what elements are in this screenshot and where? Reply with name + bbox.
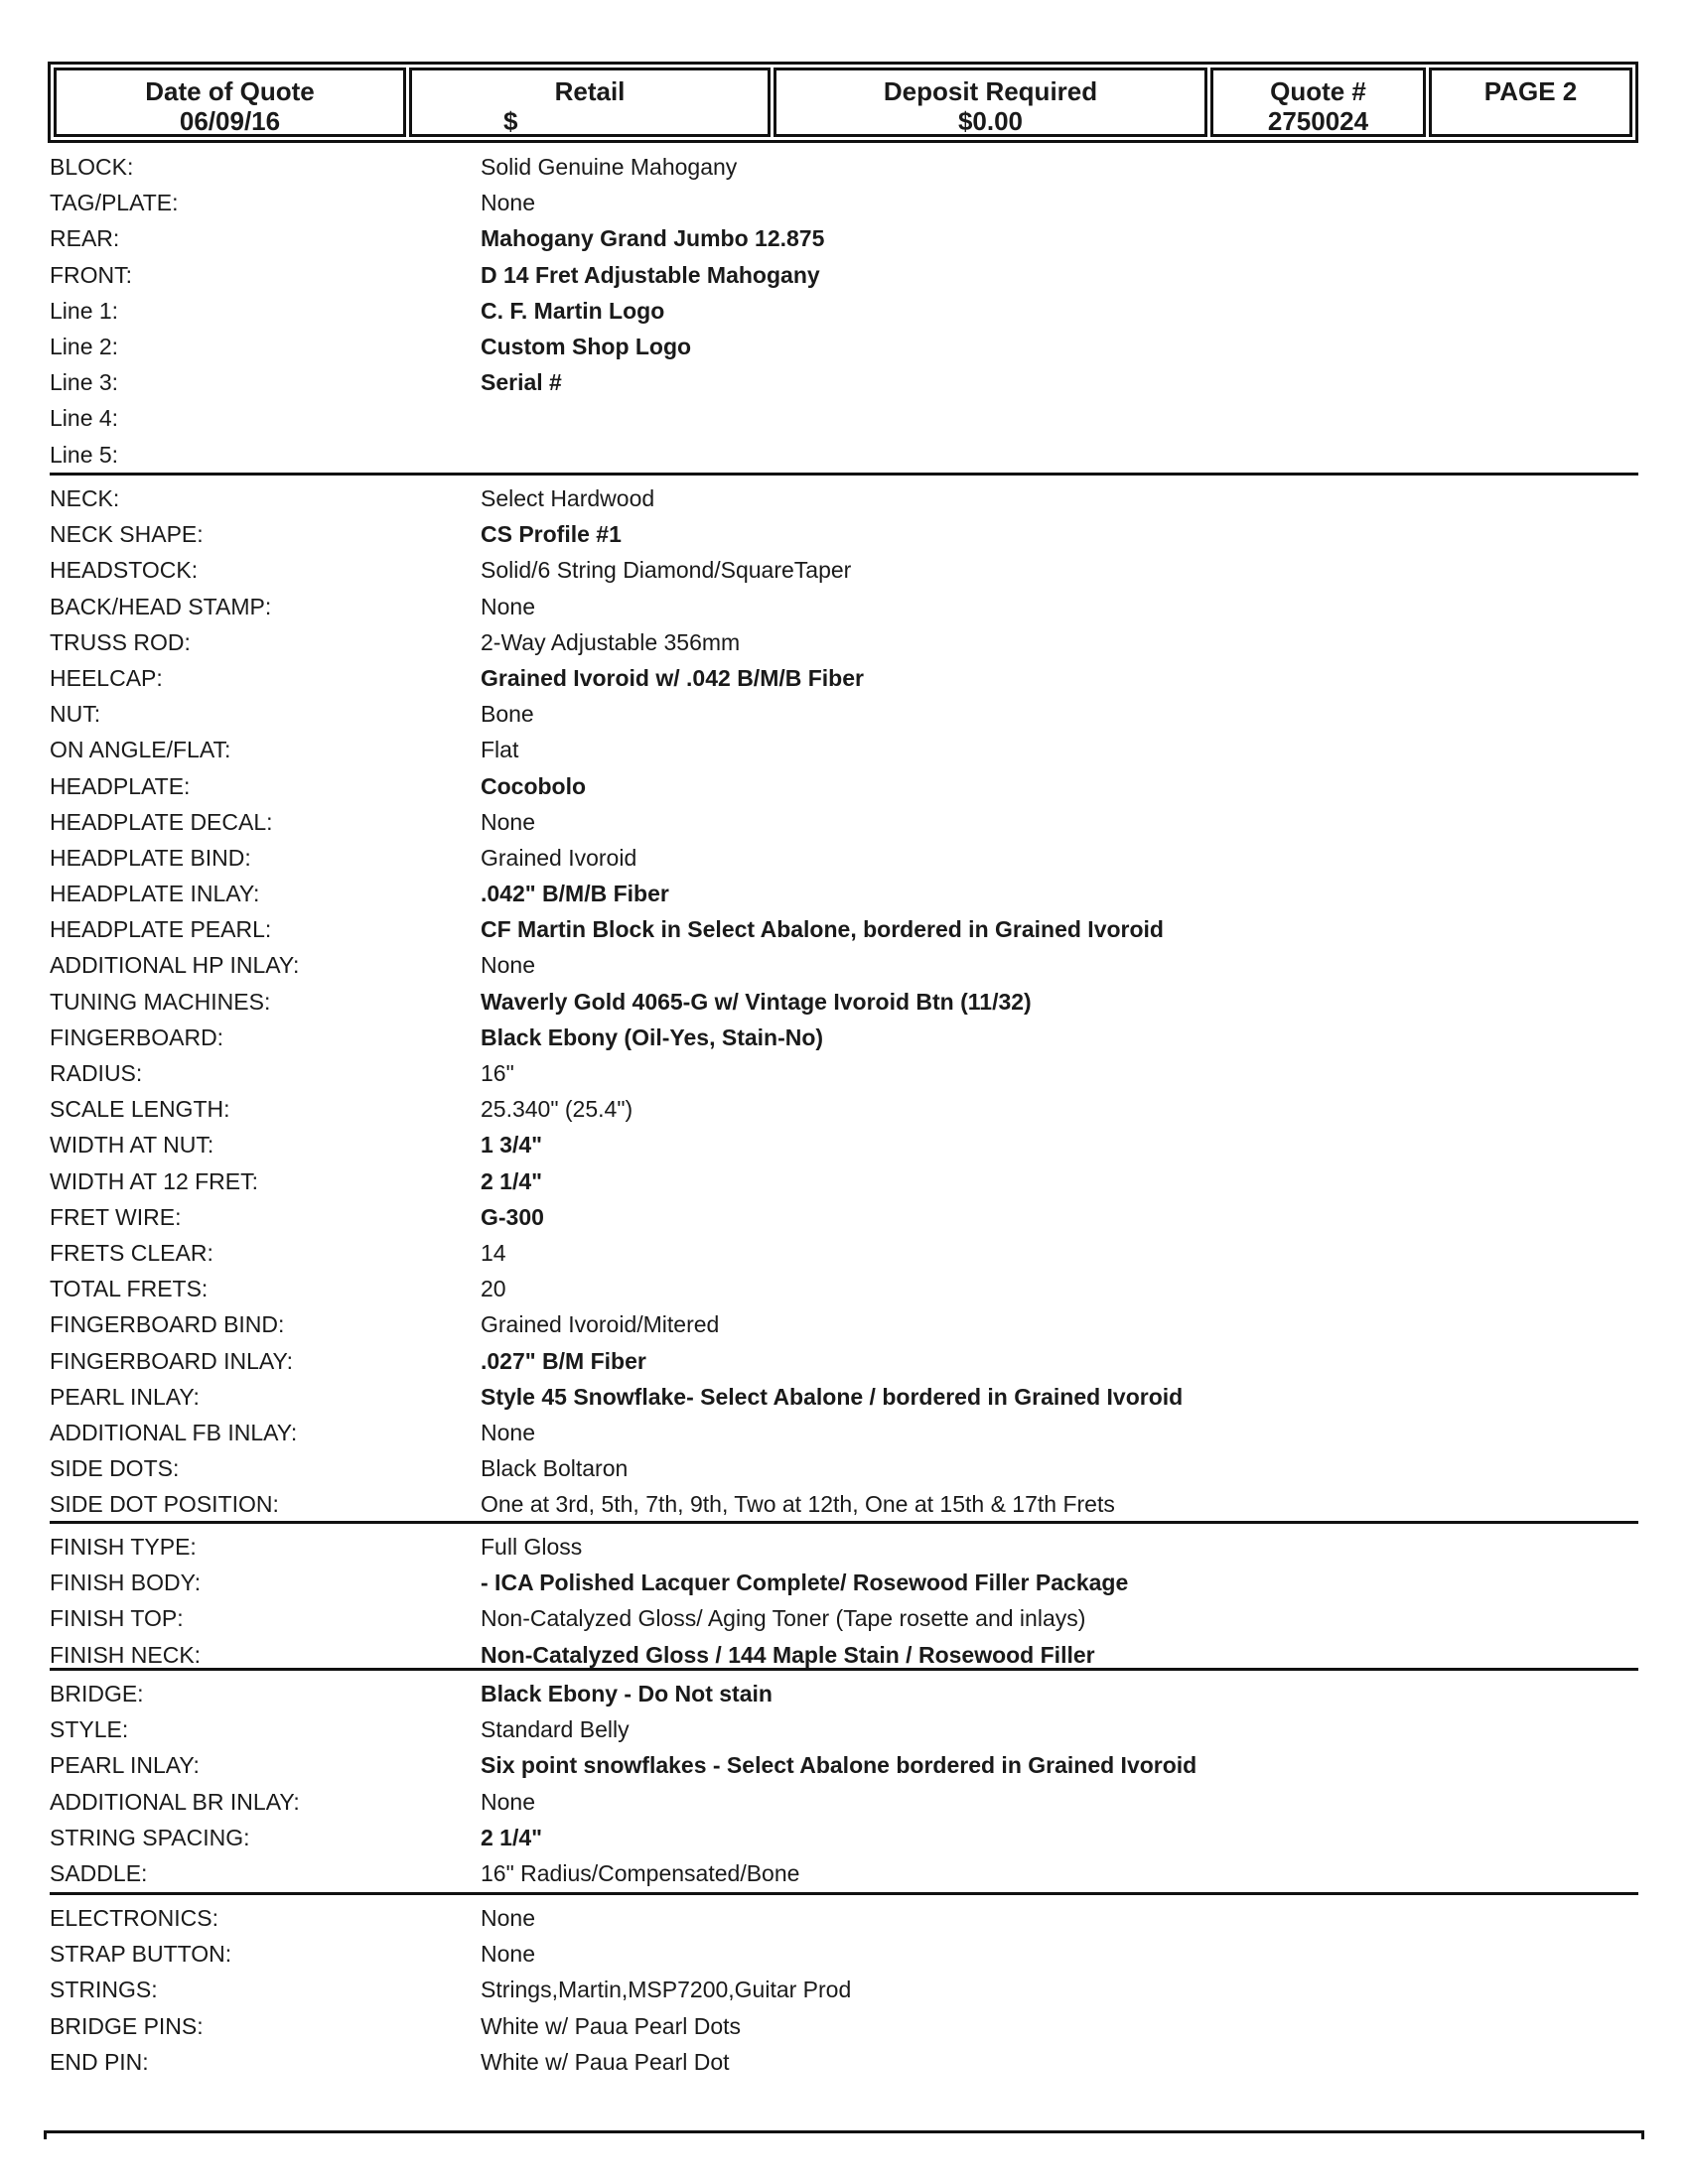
spec-label: NECK: bbox=[50, 485, 120, 511]
retail-cell bbox=[409, 68, 771, 137]
spec-row bbox=[50, 1784, 1638, 1820]
spec-row bbox=[50, 660, 1638, 696]
spec-value: 2-Way Adjustable 356mm bbox=[481, 628, 741, 655]
spec-label: HEADPLATE INLAY: bbox=[50, 881, 260, 907]
spec-section bbox=[50, 480, 1638, 1522]
spec-label: FINISH BODY: bbox=[50, 1570, 202, 1596]
spec-value: None bbox=[481, 1419, 535, 1445]
spec-value: C. F. Martin Logo bbox=[481, 297, 665, 324]
spec-label: WIDTH AT 12 FRET: bbox=[50, 1167, 259, 1194]
quote-number-label: Quote # bbox=[1270, 76, 1366, 106]
spec-label: Line 1: bbox=[50, 297, 119, 324]
spec-label: HEADPLATE BIND: bbox=[50, 844, 251, 871]
quote-number-cell bbox=[1210, 68, 1426, 137]
spec-value: Black Ebony - Do Not stain bbox=[481, 1681, 773, 1706]
spec-label: FINISH TOP: bbox=[50, 1605, 184, 1632]
spec-label: HEADPLATE: bbox=[50, 772, 191, 799]
spec-value: .042" B/M/B Fiber bbox=[481, 881, 669, 907]
spec-value: None bbox=[481, 190, 535, 216]
spec-label: TUNING MACHINES: bbox=[50, 988, 271, 1015]
spec-row bbox=[50, 1020, 1638, 1055]
spec-label: SIDE DOT POSITION: bbox=[50, 1491, 279, 1518]
spec-label: PEARL INLAY: bbox=[50, 1383, 200, 1410]
spec-value: Strings,Martin,MSP7200,Guitar Prod bbox=[481, 1977, 852, 2003]
section-divider bbox=[50, 473, 1638, 476]
spec-row bbox=[50, 947, 1638, 983]
spec-label: NUT: bbox=[50, 701, 101, 728]
spec-label: RADIUS: bbox=[50, 1060, 143, 1086]
spec-row bbox=[50, 220, 1638, 256]
spec-row bbox=[50, 1529, 1638, 1565]
section-divider bbox=[50, 1521, 1638, 1524]
spec-value: Standard Belly bbox=[481, 1716, 630, 1743]
spec-row bbox=[50, 1199, 1638, 1235]
footer-rule bbox=[44, 2130, 1644, 2133]
section-divider bbox=[50, 1892, 1638, 1895]
spec-section bbox=[50, 1900, 1638, 2080]
spec-label: FINGERBOARD: bbox=[50, 1024, 224, 1050]
spec-label: STRAP BUTTON: bbox=[50, 1941, 232, 1968]
spec-row bbox=[50, 984, 1638, 1020]
spec-value: White w/ Paua Pearl Dot bbox=[481, 2048, 730, 2075]
spec-row bbox=[50, 364, 1638, 400]
spec-value: Full Gloss bbox=[481, 1534, 583, 1560]
spec-label: HEADPLATE PEARL: bbox=[50, 916, 272, 943]
spec-row bbox=[50, 516, 1638, 552]
spec-value: Select Hardwood bbox=[481, 485, 655, 511]
spec-value: Bone bbox=[481, 701, 534, 728]
spec-row bbox=[50, 1855, 1638, 1891]
spec-label: ADDITIONAL BR INLAY: bbox=[50, 1788, 300, 1815]
spec-row bbox=[50, 293, 1638, 329]
deposit-cell bbox=[774, 68, 1207, 137]
spec-label: PEARL INLAY: bbox=[50, 1752, 200, 1779]
spec-row bbox=[50, 1235, 1638, 1271]
spec-row bbox=[50, 624, 1638, 660]
quote-header bbox=[48, 62, 1638, 143]
spec-value: None bbox=[481, 593, 535, 619]
spec-label: TRUSS ROD: bbox=[50, 628, 191, 655]
spec-label: FRONT: bbox=[50, 261, 133, 288]
spec-label: BLOCK: bbox=[50, 154, 134, 180]
deposit-value: $0.00 bbox=[957, 106, 1024, 136]
spec-row bbox=[50, 1091, 1638, 1127]
spec-label: STRINGS: bbox=[50, 1977, 158, 2003]
spec-value: Serial # bbox=[481, 369, 562, 396]
section-divider bbox=[50, 1668, 1638, 1671]
date-label: Date of Quote bbox=[145, 76, 315, 106]
spec-label: FRETS CLEAR: bbox=[50, 1239, 213, 1266]
spec-label: BACK/HEAD STAMP: bbox=[50, 593, 272, 619]
spec-row bbox=[50, 480, 1638, 516]
spec-row bbox=[50, 732, 1638, 767]
spec-label: FINGERBOARD INLAY: bbox=[50, 1347, 293, 1374]
spec-label: HEELCAP: bbox=[50, 664, 163, 691]
spec-value: .027" B/M Fiber bbox=[481, 1347, 646, 1374]
spec-row bbox=[50, 1127, 1638, 1162]
spec-value: Black Boltaron bbox=[481, 1455, 629, 1482]
spec-label: BRIDGE: bbox=[50, 1681, 144, 1706]
spec-row bbox=[50, 552, 1638, 588]
spec-label: FINISH TYPE: bbox=[50, 1534, 197, 1560]
spec-row bbox=[50, 329, 1638, 364]
quote-number-value: 2750024 bbox=[1267, 106, 1369, 136]
spec-value: Grained Ivoroid/Mitered bbox=[481, 1311, 720, 1338]
spec-value: None bbox=[481, 1788, 535, 1815]
spec-value: CF Martin Block in Select Abalone, bordered in Grained Ivoroid bbox=[481, 916, 1164, 943]
footer-rule-tick-left bbox=[44, 2130, 47, 2139]
spec-row bbox=[50, 1936, 1638, 1972]
spec-label: Line 3: bbox=[50, 369, 119, 396]
footer-rule-tick-right bbox=[1641, 2130, 1644, 2139]
date-value: 06/09/16 bbox=[179, 106, 281, 136]
spec-label: FRET WIRE: bbox=[50, 1203, 182, 1230]
retail-value: $ bbox=[503, 106, 518, 136]
spec-value: 1 3/4" bbox=[481, 1132, 543, 1159]
spec-value: Black Ebony (Oil-Yes, Stain-No) bbox=[481, 1024, 824, 1050]
spec-label: BRIDGE PINS: bbox=[50, 2012, 204, 2039]
spec-row bbox=[50, 589, 1638, 624]
spec-section bbox=[50, 1529, 1638, 1673]
spec-row bbox=[50, 1271, 1638, 1306]
spec-value: 25.340" (25.4") bbox=[481, 1096, 633, 1123]
spec-row bbox=[50, 768, 1638, 804]
spec-value: Waverly Gold 4065-G w/ Vintage Ivoroid Btn (11/32) bbox=[481, 988, 1032, 1015]
spec-value: Grained Ivoroid bbox=[481, 844, 637, 871]
spec-value: White w/ Paua Pearl Dots bbox=[481, 2012, 742, 2039]
spec-row bbox=[50, 2044, 1638, 2080]
spec-label: HEADPLATE DECAL: bbox=[50, 808, 273, 835]
spec-value: 2 1/4" bbox=[481, 1824, 543, 1850]
spec-label: FINISH NECK: bbox=[50, 1641, 202, 1668]
spec-row bbox=[50, 1450, 1638, 1486]
spec-label: WIDTH AT NUT: bbox=[50, 1132, 214, 1159]
spec-label: SIDE DOTS: bbox=[50, 1455, 180, 1482]
spec-label: NECK SHAPE: bbox=[50, 521, 204, 548]
spec-value: G-300 bbox=[481, 1203, 544, 1230]
spec-row bbox=[50, 1415, 1638, 1450]
spec-label: ADDITIONAL HP INLAY: bbox=[50, 952, 300, 979]
spec-label: SCALE LENGTH: bbox=[50, 1096, 230, 1123]
date-of-quote-cell bbox=[54, 68, 406, 137]
spec-row bbox=[50, 185, 1638, 220]
spec-value: None bbox=[481, 808, 535, 835]
spec-row bbox=[50, 1676, 1638, 1711]
spec-row bbox=[50, 1820, 1638, 1855]
page-number-cell bbox=[1429, 68, 1632, 137]
spec-value: 20 bbox=[481, 1276, 506, 1302]
spec-value: CS Profile #1 bbox=[481, 521, 622, 548]
spec-value: None bbox=[481, 952, 535, 979]
spec-label: STYLE: bbox=[50, 1716, 129, 1743]
spec-row bbox=[50, 1711, 1638, 1747]
spec-row bbox=[50, 911, 1638, 947]
spec-value: Non-Catalyzed Gloss/ Aging Toner (Tape rosette and inlays) bbox=[481, 1605, 1086, 1632]
spec-label: FINGERBOARD BIND: bbox=[50, 1311, 285, 1338]
spec-value: None bbox=[481, 1905, 535, 1931]
spec-label: STRING SPACING: bbox=[50, 1824, 250, 1850]
spec-row bbox=[50, 1343, 1638, 1379]
spec-row bbox=[50, 1972, 1638, 2007]
retail-label: Retail bbox=[554, 76, 626, 106]
spec-value: 16" Radius/Compensated/Bone bbox=[481, 1859, 800, 1886]
spec-value: D 14 Fret Adjustable Mahogany bbox=[481, 261, 820, 288]
spec-row bbox=[50, 1486, 1638, 1522]
spec-label: Line 5: bbox=[50, 441, 119, 468]
spec-row bbox=[50, 1747, 1638, 1783]
spec-label: SADDLE: bbox=[50, 1859, 148, 1886]
spec-row bbox=[50, 696, 1638, 732]
spec-label: TOTAL FRETS: bbox=[50, 1276, 209, 1302]
spec-label: TAG/PLATE: bbox=[50, 190, 179, 216]
spec-row bbox=[50, 1163, 1638, 1199]
spec-row bbox=[50, 1055, 1638, 1091]
spec-row bbox=[50, 876, 1638, 911]
spec-value: 14 bbox=[481, 1239, 506, 1266]
spec-row bbox=[50, 1306, 1638, 1342]
spec-value: One at 3rd, 5th, 7th, 9th, Two at 12th, One at 15th & 17th Frets bbox=[481, 1491, 1115, 1518]
deposit-label: Deposit Required bbox=[883, 76, 1098, 106]
spec-row bbox=[50, 1900, 1638, 1936]
spec-row bbox=[50, 840, 1638, 876]
spec-row bbox=[50, 149, 1638, 185]
spec-value: Six point snowflakes - Select Abalone bordered in Grained Ivoroid bbox=[481, 1752, 1197, 1779]
spec-row bbox=[50, 257, 1638, 293]
spec-label: ADDITIONAL FB INLAY: bbox=[50, 1419, 298, 1445]
page-number-label: PAGE 2 bbox=[1483, 76, 1578, 106]
spec-label: Line 2: bbox=[50, 333, 119, 359]
spec-value: Custom Shop Logo bbox=[481, 333, 692, 359]
spec-row bbox=[50, 1600, 1638, 1636]
spec-row bbox=[50, 804, 1638, 840]
spec-row bbox=[50, 400, 1638, 436]
spec-value: Solid/6 String Diamond/SquareTaper bbox=[481, 557, 852, 584]
spec-value: Solid Genuine Mahogany bbox=[481, 154, 738, 180]
spec-value: Grained Ivoroid w/ .042 B/M/B Fiber bbox=[481, 664, 864, 691]
spec-value: - ICA Polished Lacquer Complete/ Rosewood Filler Package bbox=[481, 1570, 1129, 1596]
spec-label: END PIN: bbox=[50, 2048, 149, 2075]
spec-label: ELECTRONICS: bbox=[50, 1905, 218, 1931]
spec-value: Style 45 Snowflake- Select Abalone / bordered in Grained Ivoroid bbox=[481, 1383, 1184, 1410]
spec-value: Non-Catalyzed Gloss / 144 Maple Stain / Rosewood Filler bbox=[481, 1641, 1095, 1668]
spec-row bbox=[50, 1565, 1638, 1600]
spec-value: 2 1/4" bbox=[481, 1167, 543, 1194]
spec-value: Flat bbox=[481, 737, 519, 763]
spec-row bbox=[50, 1379, 1638, 1415]
spec-label: REAR: bbox=[50, 225, 120, 252]
spec-section bbox=[50, 149, 1638, 473]
spec-row bbox=[50, 2008, 1638, 2044]
spec-label: ON ANGLE/FLAT: bbox=[50, 737, 231, 763]
spec-value: Mahogany Grand Jumbo 12.875 bbox=[481, 225, 825, 252]
spec-label: HEADSTOCK: bbox=[50, 557, 199, 584]
spec-value: 16" bbox=[481, 1060, 514, 1086]
spec-section bbox=[50, 1676, 1638, 1891]
spec-label: Line 4: bbox=[50, 405, 119, 432]
spec-row bbox=[50, 437, 1638, 473]
spec-value: None bbox=[481, 1941, 535, 1968]
spec-value: Cocobolo bbox=[481, 772, 587, 799]
